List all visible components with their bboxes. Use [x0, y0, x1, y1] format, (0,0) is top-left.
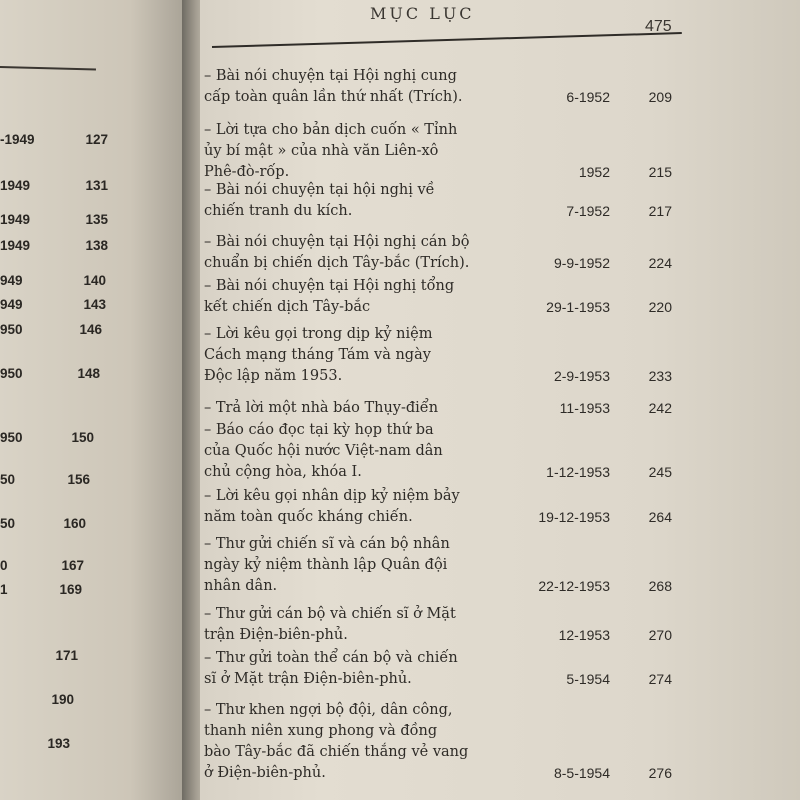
- page-title: MỤC LỤC: [370, 4, 475, 23]
- toc-entry: [200, 66, 800, 108]
- toc-entry-title: [204, 486, 504, 528]
- left-toc-row: [0, 366, 186, 390]
- left-toc-page: 193: [47, 736, 70, 751]
- toc-entry: [200, 180, 800, 222]
- toc-entry-title: [204, 120, 504, 183]
- toc-entry-line: – Lời kêu gọi trong dịp kỷ niệm: [204, 326, 433, 342]
- toc-entry-date: 1-12-1953: [546, 464, 610, 480]
- toc-entry-page: 224: [648, 255, 672, 271]
- toc-entry-page: 233: [648, 368, 672, 384]
- left-toc-row: [0, 212, 186, 236]
- toc-entry-line: – Bài nói chuyện tại Hội nghị tổng: [204, 278, 455, 294]
- toc-entry-line: – Thư gửi cán bộ và chiến sĩ ở Mặt: [204, 606, 456, 622]
- left-toc-page: 169: [59, 582, 82, 597]
- toc-entry-line: – Thư khen ngợi bộ đội, dân công,: [204, 702, 453, 718]
- toc-entry: [200, 420, 800, 483]
- toc-entry: [200, 486, 800, 528]
- toc-entry-line: nhân dân.: [204, 578, 278, 594]
- toc-entry: [200, 700, 800, 784]
- toc-entry-date: 7-1952: [566, 203, 610, 219]
- left-toc-row: [0, 178, 186, 202]
- left-toc-page: 127: [85, 132, 108, 147]
- toc-entry-title: [204, 276, 504, 318]
- toc-entry-page: 264: [648, 509, 672, 525]
- left-toc-row: [0, 297, 186, 321]
- toc-entry-line: chuẩn bị chiến dịch Tây-bắc (Trích).: [204, 255, 470, 271]
- toc-entry-line: ngày kỷ niệm thành lập Quân đội: [204, 557, 448, 573]
- toc-entry-date: 2-9-1953: [553, 368, 610, 384]
- toc-entry-page: 220: [648, 299, 672, 315]
- left-toc-page: 190: [51, 692, 74, 707]
- toc-entry-title: [204, 324, 504, 387]
- toc-entry-title: [204, 180, 504, 222]
- toc-entry-page: 268: [648, 578, 672, 594]
- toc-entry: [200, 398, 800, 419]
- left-toc-row: [0, 238, 186, 262]
- toc-entry-line: Độc lập năm 1953.: [204, 368, 343, 384]
- toc-entry-date: 5-1954: [566, 671, 610, 687]
- toc-entry-line: chủ cộng hòa, khóa I.: [204, 464, 362, 480]
- left-page: [0, 0, 186, 800]
- left-toc-date: 1: [0, 582, 8, 597]
- toc-entry: [200, 604, 800, 646]
- left-toc-date: -1949: [0, 132, 35, 147]
- left-toc-page: 150: [71, 430, 94, 445]
- left-toc-date: 949: [0, 273, 23, 288]
- toc-entry: [200, 276, 800, 318]
- left-toc-date: 0: [0, 558, 8, 573]
- toc-entry-line: Cách mạng tháng Tám và ngày: [204, 347, 431, 363]
- left-toc-date: 50: [0, 516, 16, 531]
- left-toc-page: 143: [83, 297, 106, 312]
- left-toc-row: [0, 273, 186, 297]
- left-toc-page: 160: [63, 516, 86, 531]
- left-toc-row: [0, 648, 186, 672]
- left-toc-date: 950: [0, 366, 23, 381]
- toc-entry-line: – Lời kêu gọi nhân dịp kỷ niệm bảy: [204, 488, 460, 504]
- toc-entry-line: ở Điện-biên-phủ.: [204, 765, 326, 781]
- toc-entry: [200, 534, 800, 597]
- toc-entry-date: 11-1953: [559, 400, 610, 416]
- toc-entry-line: – Bài nói chuyện tại hội nghị về: [204, 182, 435, 198]
- toc-entry: [200, 324, 800, 387]
- toc-entry-date: 22-12-1953: [538, 578, 610, 594]
- toc-entry-line: năm toàn quốc kháng chiến.: [204, 509, 413, 525]
- toc-entry-line: – Bài nói chuyện tại Hội nghị cán bộ: [204, 234, 470, 250]
- toc-entry-page: 242: [648, 400, 672, 416]
- toc-entry-line: Phê-đò-rốp.: [204, 164, 290, 180]
- left-toc-page: 156: [67, 472, 90, 487]
- left-toc-page: 146: [79, 322, 102, 337]
- toc-entry-line: bào Tây-bắc đã chiến thắng vẻ vang: [204, 744, 469, 760]
- toc-entry-title: [204, 232, 504, 274]
- right-page: [200, 0, 800, 800]
- left-toc-row: [0, 430, 186, 454]
- left-toc-row: [0, 692, 186, 716]
- toc-entry-title: [204, 66, 504, 108]
- left-toc-page: 131: [85, 178, 108, 193]
- left-toc-page: 167: [61, 558, 84, 573]
- toc-entry-page: 215: [648, 164, 672, 180]
- left-toc-date: 950: [0, 322, 23, 337]
- left-toc-row: [0, 558, 186, 582]
- toc-entry-date: 19-12-1953: [538, 509, 610, 525]
- toc-entry-page: 209: [648, 89, 672, 105]
- toc-entry-line: ủy bí mật » của nhà văn Liên-xô: [204, 143, 439, 159]
- toc-entry-page: 270: [648, 627, 672, 643]
- toc-entry-date: 1952: [578, 164, 610, 180]
- toc-entry-page: 274: [648, 671, 672, 687]
- toc-entry-line: chiến tranh du kích.: [204, 203, 353, 219]
- toc-entry: [200, 232, 800, 274]
- left-toc-page: 140: [83, 273, 106, 288]
- toc-entry-date: 29-1-1953: [546, 299, 610, 315]
- toc-entry-line: sĩ ở Mặt trận Điện-biên-phủ.: [204, 671, 412, 687]
- toc-entry-title: [204, 534, 504, 597]
- toc-entry-line: của Quốc hội nước Việt-nam dân: [204, 443, 443, 459]
- left-toc-page: 148: [77, 366, 100, 381]
- left-toc-page: 171: [55, 648, 78, 663]
- toc-entry-line: thanh niên xung phong và đồng: [204, 723, 438, 739]
- toc-entry-title: [204, 604, 504, 646]
- left-toc-date: 1949: [0, 238, 31, 253]
- toc-entry-date: 9-9-1952: [553, 255, 610, 271]
- toc-entry-page: 245: [648, 464, 672, 480]
- toc-entry-date: 6-1952: [566, 89, 610, 105]
- left-toc-row: [0, 736, 186, 760]
- left-toc-row: [0, 582, 186, 606]
- toc-entry-title: [204, 648, 504, 690]
- toc-entry: [200, 648, 800, 690]
- toc-entry-date: 8-5-1954: [553, 765, 610, 781]
- left-toc-row: [0, 472, 186, 496]
- left-toc-page: 135: [85, 212, 108, 227]
- toc-entry-line: cấp toàn quân lần thứ nhất (Trích).: [204, 89, 463, 105]
- left-toc-date: 1949: [0, 178, 31, 193]
- toc-entry-line: kết chiến dịch Tây-bắc: [204, 299, 371, 315]
- toc-entry-page: 276: [648, 765, 672, 781]
- left-header-rule: [0, 66, 96, 71]
- header-rule: [212, 32, 682, 48]
- left-toc-row: [0, 322, 186, 346]
- left-toc-date: 949: [0, 297, 23, 312]
- page-number: 475: [645, 18, 672, 35]
- toc-entry-line: – Lời tựa cho bản dịch cuốn « Tỉnh: [204, 122, 458, 138]
- toc-entry-line: – Báo cáo đọc tại kỳ họp thứ ba: [204, 422, 434, 438]
- toc-entry-line: – Bài nói chuyện tại Hội nghị cung: [204, 68, 457, 84]
- left-toc-date: 50: [0, 472, 16, 487]
- left-toc-date: 950: [0, 430, 23, 445]
- toc-entry-line: – Thư gửi chiến sĩ và cán bộ nhân: [204, 536, 450, 552]
- left-toc-page: 138: [85, 238, 108, 253]
- toc-entry: [200, 120, 800, 183]
- left-toc-row: [0, 516, 186, 540]
- left-toc-row: [0, 132, 186, 156]
- toc-entry-title: [204, 420, 504, 483]
- toc-entry-title: [204, 700, 504, 784]
- toc-entry-line: – Thư gửi toàn thể cán bộ và chiến: [204, 650, 458, 666]
- left-toc-date: 1949: [0, 212, 31, 227]
- toc-entry-line: – Trả lời một nhà báo Thụy-điển: [204, 400, 439, 416]
- toc-entry-line: trận Điện-biên-phủ.: [204, 627, 348, 643]
- toc-entry-title: [204, 398, 504, 419]
- toc-entry-page: 217: [648, 203, 672, 219]
- toc-entry-date: 12-1953: [558, 627, 610, 643]
